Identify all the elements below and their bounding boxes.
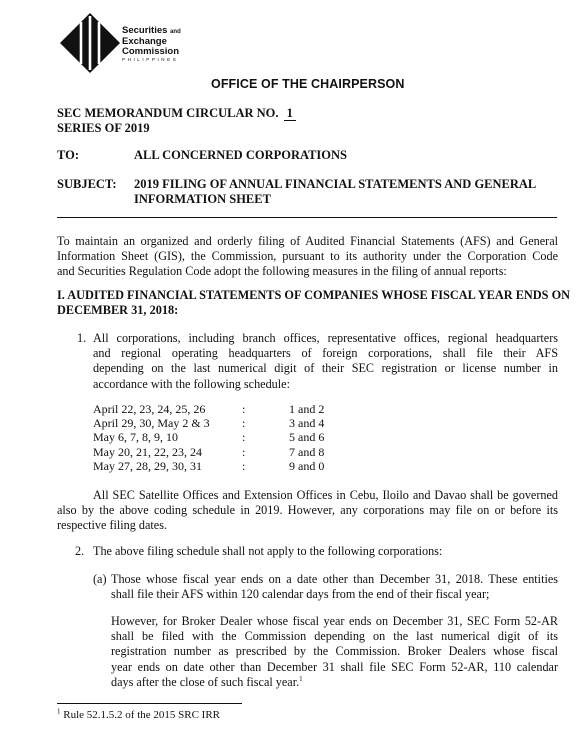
footnote (57, 709, 220, 721)
circular-label: SEC MEMORANDUM CIRCULAR NO. (57, 106, 279, 120)
broker-line: However, for Broker Dealer whose fiscal year ends on December 31, SEC Form 52-AR (111, 614, 558, 628)
schedule-digits: 3 and 4 (289, 416, 325, 431)
item-2-text: The above filing schedule shall not apply to the following corporations: (93, 544, 443, 558)
org-name-line3: Commission (122, 46, 180, 57)
satellite-line: All SEC Satellite Offices and Extension Offices in Cebu, Iloilo and Davao shall be governed (93, 488, 558, 502)
intro-line: To maintain an organized and orderly filing of Audited Financial Statements (AFS) and General (57, 234, 558, 248)
item-1-line: and regional operating headquarters of foreign corporations, shall file their AFS (93, 346, 558, 361)
schedule-separator: : (242, 444, 246, 459)
item-2a-label: (a) (93, 572, 107, 586)
circular-number: 1 (284, 107, 296, 121)
broker-line-last (111, 675, 558, 690)
item-2-number: 2. (75, 544, 85, 558)
header-divider (57, 217, 557, 218)
schedule-dates: May 27, 28, 29, 30, 31 (93, 458, 202, 473)
item-1-line: accordance with the following schedule: (93, 376, 290, 391)
subject-label: SUBJECT: (57, 177, 117, 191)
intro-line: and Securities Regulation Code adopt the following measures in the filing of annual reports: (57, 264, 507, 279)
schedule-separator: : (242, 402, 246, 416)
footnote-text: Rule 52.1.5.2 of the 2015 SRC IRR (63, 709, 221, 721)
intro-line: Information Sheet (GIS), the Commission, pursuant to its authority under the Corporation Code (57, 249, 558, 264)
to-label: TO: (57, 148, 79, 162)
broker-line: days after the close of such fiscal year. (111, 674, 300, 689)
item-2a-line: Those whose fiscal year ends on a date other than December 31, 2018. These entities (111, 572, 558, 586)
satellite-line: respective filing dates. (57, 518, 167, 533)
org-country: PHILIPPINES (122, 57, 179, 62)
broker-line: registration number as prescribed by the Commission. Broker Dealers whose fiscal (111, 644, 558, 659)
org-name-line2: Exchange (122, 36, 167, 47)
satellite-line: also by the above coding schedule in 2019. However, any corporations may file on or before its (57, 503, 558, 518)
broker-dealer-paragraph (111, 614, 558, 690)
section-heading-line: I. AUDITED FINANCIAL STATEMENTS OF COMPANIES WHOSE FISCAL YEAR ENDS ON (57, 288, 571, 302)
item-2a-paragraph (111, 572, 558, 602)
schedule-separator: : (242, 430, 246, 445)
section-heading-line: DECEMBER 31, 2018: (57, 303, 179, 318)
intro-paragraph (57, 234, 558, 280)
footnote-divider (57, 703, 242, 704)
schedule-digits: 5 and 6 (289, 430, 325, 445)
item-1-line: All corporations, including branch offices, representative offices, regional headquarters (93, 331, 558, 345)
schedule-dates: May 20, 21, 22, 23, 24 (93, 444, 202, 459)
series-line: SERIES OF 2019 (57, 121, 150, 135)
circular-number-line (57, 106, 296, 121)
org-name-line1: Securities (122, 25, 168, 36)
schedule-separator: : (242, 416, 246, 431)
broker-line: shall be filed with the Commission depending on the last numerical digit of its (111, 629, 558, 644)
to-value: ALL CONCERNED CORPORATIONS (134, 148, 347, 162)
sec-logo-wordmark (122, 26, 181, 63)
item-1-line: depending on the last numerical digit of their SEC registration or license number in (93, 361, 558, 376)
office-title: OFFICE OF THE CHAIRPERSON (211, 77, 405, 91)
broker-line: year ends on date other than December 31 shall file SEC Form 52-AR, 110 calendar (111, 659, 558, 674)
item-1-paragraph (93, 331, 558, 392)
sec-logo-icon (59, 12, 121, 74)
footnote-mark: 1 (57, 707, 61, 716)
footnote-reference: 1 (299, 674, 303, 683)
schedule-digits: 9 and 0 (289, 458, 325, 473)
schedule-dates: April 22, 23, 24, 25, 26 (93, 402, 206, 416)
subject-line-1: 2019 FILING OF ANNUAL FINANCIAL STATEMENTS AND GENERAL (134, 177, 537, 191)
item-2a-line: shall file their AFS within 120 calendar days from the end of their fiscal year; (111, 587, 490, 602)
satellite-paragraph (57, 488, 558, 534)
schedule-digits: 7 and 8 (289, 444, 325, 459)
item-1-number: 1. (77, 331, 87, 345)
section-heading (57, 288, 571, 318)
schedule-separator: : (242, 458, 246, 473)
schedule-dates: April 29, 30, May 2 & 3 (93, 416, 210, 431)
subject-line-2: INFORMATION SHEET (134, 192, 271, 206)
org-name-and: and (170, 29, 181, 35)
schedule-digits: 1 and 2 (289, 402, 325, 416)
schedule-dates: May 6, 7, 8, 9, 10 (93, 430, 178, 445)
